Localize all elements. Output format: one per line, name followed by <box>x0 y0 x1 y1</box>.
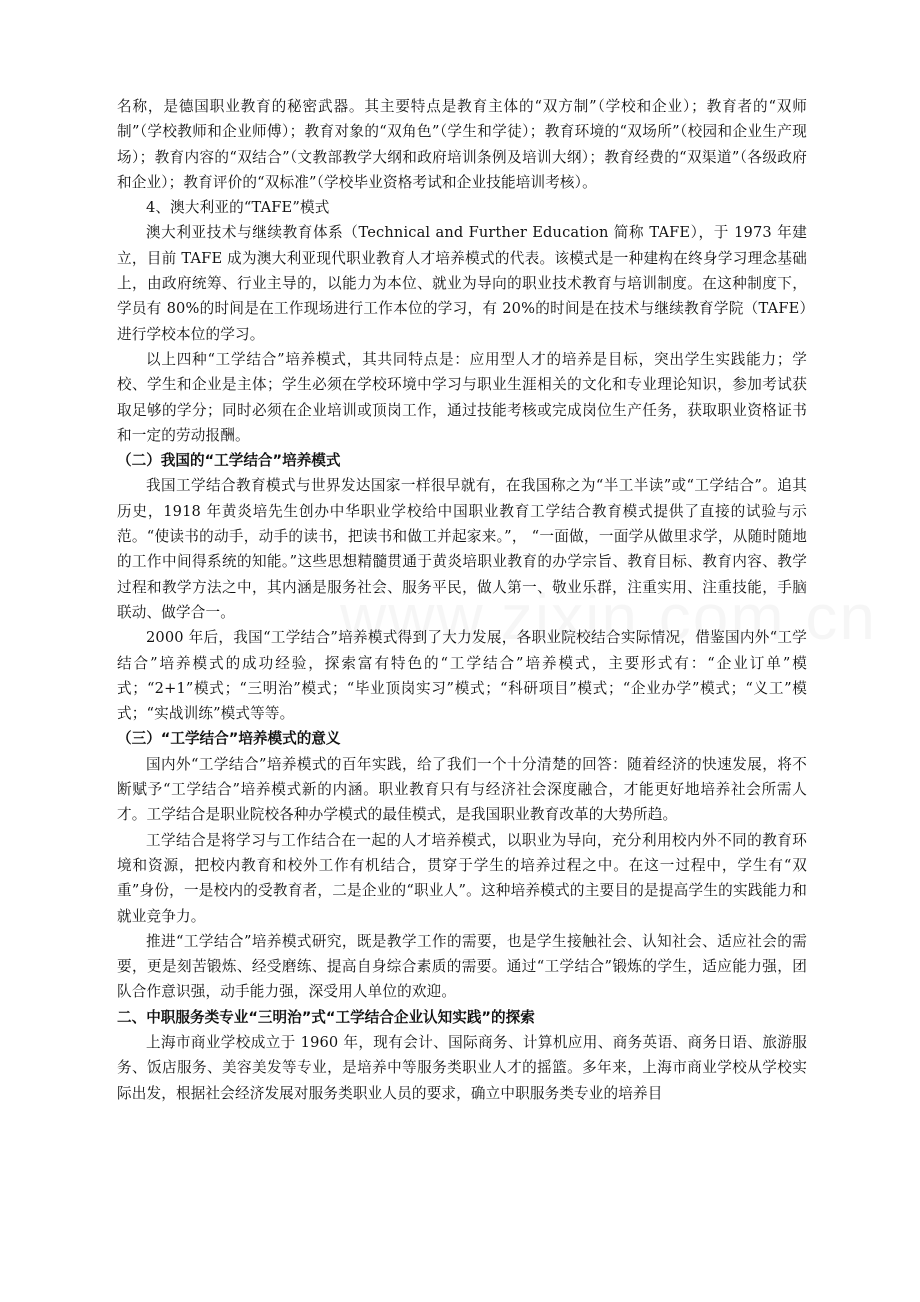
paragraph-significance-2: 工学结合是将学习与工作结合在一起的人才培养模式，以职业为导向，充分利用校内外不同的教育环境和资源，把校内教育和校外工作有机结合，贯穿于学生的培养过程之中。在这一过程中，学生有“双重”身份，一是校内的受教育者，二是企业的“职业人”。这种培养模式的主要目的是提高学生的实践能力和就业竞争力。 <box>117 831 807 925</box>
document-page <box>117 94 807 1106</box>
section-heading-sandwich-exploration: 二、中职服务类专业“三明治”式“工学结合企业认知实践”的探索 <box>117 1008 535 1026</box>
paragraph-shanghai-school: 上海市商业学校成立于 1960 年，现有会计、国际商务、计算机应用、商务英语、商务日语、旅游服务、饭店服务、美容美发等专业，是培养中等服务类职业人才的摇篮。多年来，上海市商业学校从学校实际出发，根据社会经济发展对服务类职业人员的要求，确立中职服务类专业的培养目 <box>117 1033 807 1102</box>
paragraph-china-history: 我国工学结合教育模式与世界发达国家一样很早就有，在我国称之为“半工半读”或“工学结合”。追其历史，1918 年黄炎培先生创办中华职业学校给中国职业教育工学结合教育模式提供了直接的试验与示范。“使读书的动手，动手的读书，把读书和做工并起家来。”， “一面做，一面学从做里求学，从随时随地的工作中间得系统的知能。”这些思想精髓贯通于黄炎培职业教育的办学宗旨、教育目标、教育内容、教学过程和教学方法之中，其内涵是服务社会、服务平民，做人第一、敬业乐群，注重实用、注重技能，手脑联动、做学合一。 <box>117 477 807 621</box>
paragraph-common-features: 以上四种“工学结合”培养模式，其共同特点是：应用型人才的培养是目标，突出学生实践能力；学校、学生和企业是主体；学生必须在学校环境中学习与职业生涯相关的文化和专业理论知识，参加考试获取足够的学分；同时必须在企业培训或顶岗工作，通过技能考核或完成岗位生产任务，获取职业资格证书和一定的劳动报酬。 <box>117 350 807 444</box>
section-heading-significance: （三）“工学结合”培养模式的意义 <box>117 730 341 748</box>
paragraph-china-development: 2000 年后，我国“工学结合”培养模式得到了大力发展，各职业院校结合实际情况，借鉴国内外“工学结合”培养模式的成功经验，探索富有特色的“工学结合”培养模式，主要形式有：“企业订单”模式；“2+1”模式；“三明治”模式；“毕业顶岗实习”模式；“科研项目”模式；“企业办学”模式；“义工”模式；“实战训练”模式等等。 <box>117 629 807 723</box>
paragraph-australia-tafe-title: 4、澳大利亚的“TAFE”模式 <box>146 199 330 217</box>
paragraph-germany-dual-system: 名称，是德国职业教育的秘密武器。其主要特点是教育主体的“双方制”（学校和企业）；教育者的“双师制”（学校教师和企业师傅）；教育对象的“双角色”（学生和学徒）；教育环境的“双场所”（校园和企业生产现场）；教育内容的“双结合”（文教部教学大纲和政府培训条例及培训大纲）；教育经费的“双渠道”（各级政府和企业）；教育评价的“双标准”（学校毕业资格考试和企业技能培训考核）。 <box>117 98 807 191</box>
paragraph-significance-1: 国内外“工学结合”培养模式的百年实践，给了我们一个十分清楚的回答：随着经济的快速发展，将不断赋予“工学结合”培养模式新的内涵。职业教育只有与经济社会深度融合，才能更好地培养社会所需人才。工学结合是职业院校各种办学模式的最佳模式，是我国职业教育改革的大势所趋。 <box>117 755 807 824</box>
paragraph-significance-3: 推进“工学结合”培养模式研究，既是教学工作的需要，也是学生接触社会、认知社会、适应社会的需要，更是刻苦锻炼、经受磨练、提高自身综合素质的需要。通过“工学结合”锻炼的学生，适应能力强，团队合作意识强，动手能力强，深受用人单位的欢迎。 <box>117 932 807 1001</box>
paragraph-australia-tafe: 澳大利亚技术与继续教育体系（Technical and Further Education 简称 TAFE），于 1973 年建立，目前 TAFE 成为澳大利亚现代职业教育人才培养模式的代表。该模式是一种建构在终身学习理念基础上，由政府统筹、行业主导的，以能力为本位、就业为导向的职业技术教育与培训制度。在这种制度下，学员有 80%的时间是在工作现场进行工作本位的学习，有 20%的时间是在技术与继续教育学院（TAFE）进行学校本位的学习。 <box>117 224 807 343</box>
section-heading-china-model: （二）我国的“工学结合”培养模式 <box>117 452 341 470</box>
